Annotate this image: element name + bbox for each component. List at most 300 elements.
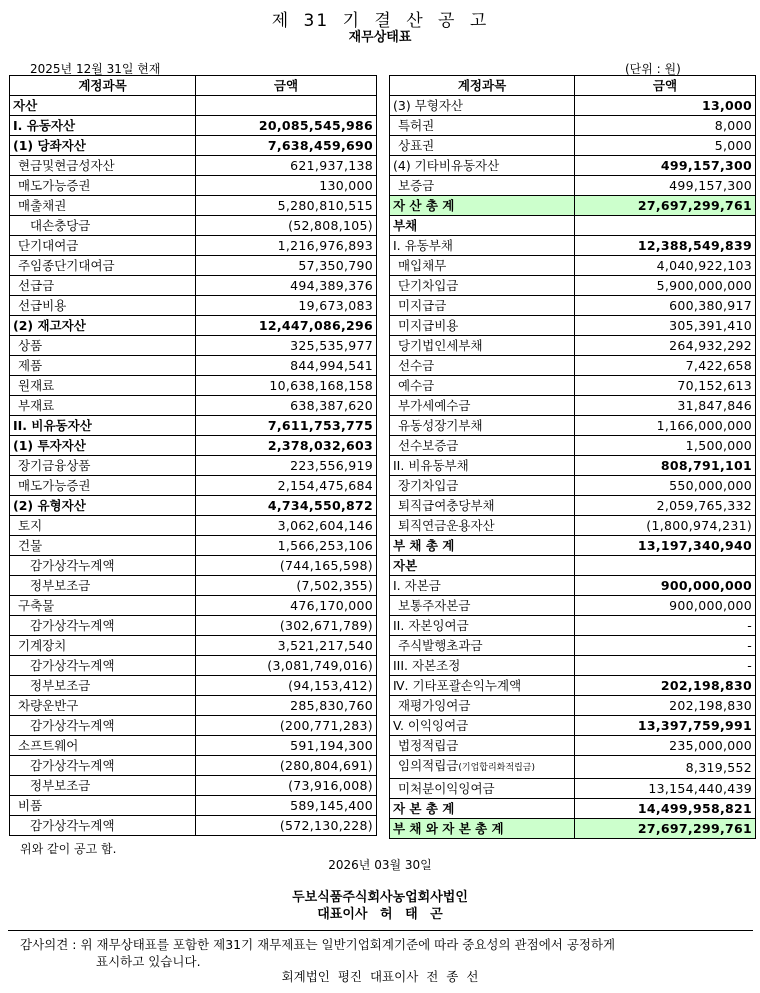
account-name bbox=[10, 456, 196, 476]
account-name bbox=[10, 796, 196, 816]
account-amount: 13,154,440,439 bbox=[575, 779, 756, 799]
table-row bbox=[390, 376, 756, 396]
account-name bbox=[10, 136, 196, 156]
table-row bbox=[10, 696, 377, 716]
account-name bbox=[10, 776, 196, 796]
account-name bbox=[10, 656, 196, 676]
account-name bbox=[10, 356, 196, 376]
account-amount: 7,422,658 bbox=[575, 356, 756, 376]
table-row bbox=[390, 576, 756, 596]
account-amount: 1,500,000 bbox=[575, 436, 756, 456]
account-name bbox=[390, 376, 575, 396]
account-name bbox=[10, 336, 196, 356]
table-row bbox=[390, 736, 756, 756]
table-row bbox=[390, 656, 756, 676]
account-label: 유동성장기부채 bbox=[398, 418, 483, 433]
account-label: 제품 bbox=[18, 358, 43, 373]
account-label: 매도가능증권 bbox=[18, 478, 91, 493]
table-row bbox=[390, 556, 756, 576]
account-label: 자 산 총 계 bbox=[393, 198, 455, 213]
table-row bbox=[10, 296, 377, 316]
statement-title: 재무상태표 bbox=[348, 30, 412, 45]
account-name bbox=[390, 436, 575, 456]
table-row bbox=[10, 116, 377, 136]
account-name bbox=[390, 536, 575, 556]
account-amount: (744,165,598) bbox=[196, 556, 377, 576]
account-amount: (73,916,008) bbox=[196, 776, 377, 796]
account-name bbox=[390, 756, 575, 779]
account-label: 감가상각누계액 bbox=[30, 558, 115, 573]
account-label: 감가상각누계액 bbox=[30, 818, 115, 833]
account-label: (3) 무형자산 bbox=[393, 98, 463, 113]
table-row bbox=[10, 496, 377, 516]
account-amount: 3,521,217,540 bbox=[196, 636, 377, 656]
notice-title: 제 31 기 결 산 공 고 bbox=[271, 11, 489, 31]
account-name bbox=[390, 416, 575, 436]
account-label: 상품 bbox=[18, 338, 43, 353]
account-amount: (302,671,789) bbox=[196, 616, 377, 636]
account-amount: 12,447,086,296 bbox=[196, 316, 377, 336]
account-label: II. 비유동자산 bbox=[13, 418, 92, 433]
account-name bbox=[10, 156, 196, 176]
account-amount: - bbox=[575, 636, 756, 656]
account-amount: 4,040,922,103 bbox=[575, 256, 756, 276]
table-row bbox=[390, 616, 756, 636]
table-row bbox=[10, 376, 377, 396]
table-row bbox=[10, 596, 377, 616]
table-header bbox=[10, 76, 377, 96]
account-name bbox=[390, 116, 575, 136]
table-row bbox=[390, 176, 756, 196]
table-row bbox=[390, 296, 756, 316]
account-amount: 476,170,000 bbox=[196, 596, 377, 616]
account-label: I. 유동부채 bbox=[393, 238, 453, 253]
account-amount: 550,000,000 bbox=[575, 476, 756, 496]
table-row bbox=[10, 516, 377, 536]
table-row bbox=[10, 356, 377, 376]
account-label: 선수금 bbox=[398, 358, 435, 373]
account-name bbox=[390, 296, 575, 316]
account-name bbox=[10, 316, 196, 336]
account-amount: 325,535,977 bbox=[196, 336, 377, 356]
account-label: 상표권 bbox=[398, 138, 435, 153]
account-amount: (1,800,974,231) bbox=[575, 516, 756, 536]
account-label: 미처분이익잉여금 bbox=[398, 781, 495, 796]
account-label: 보통주자본금 bbox=[398, 598, 471, 613]
table-row bbox=[10, 136, 377, 156]
account-label: 재평가잉여금 bbox=[398, 698, 471, 713]
account-label: 선수보증금 bbox=[398, 438, 459, 453]
account-name bbox=[10, 376, 196, 396]
table-row bbox=[10, 276, 377, 296]
account-name bbox=[10, 116, 196, 136]
account-label: 차량운반구 bbox=[18, 698, 79, 713]
table-row bbox=[10, 256, 377, 276]
account-amount: 621,937,138 bbox=[196, 156, 377, 176]
account-label: 부 채 총 계 bbox=[393, 538, 455, 553]
account-amount bbox=[575, 556, 756, 576]
account-name bbox=[10, 516, 196, 536]
account-label: 장기금융상품 bbox=[18, 458, 91, 473]
account-name bbox=[10, 616, 196, 636]
account-name bbox=[390, 799, 575, 819]
account-amount: 5,000 bbox=[575, 136, 756, 156]
account-amount: 10,638,168,158 bbox=[196, 376, 377, 396]
account-name bbox=[390, 156, 575, 176]
account-amount: 600,380,917 bbox=[575, 296, 756, 316]
account-name bbox=[390, 819, 575, 839]
table-row bbox=[10, 176, 377, 196]
account-label: 퇴직급여충당부채 bbox=[398, 498, 495, 513]
account-label: II. 비유동부채 bbox=[393, 458, 469, 473]
account-name bbox=[10, 196, 196, 216]
table-row bbox=[390, 456, 756, 476]
account-amount: 2,378,032,603 bbox=[196, 436, 377, 456]
account-name bbox=[390, 716, 575, 736]
account-label: 자 본 총 계 bbox=[393, 801, 455, 816]
table-row bbox=[10, 436, 377, 456]
account-name bbox=[10, 756, 196, 776]
account-header: 계정과목 bbox=[390, 76, 575, 96]
left-balance-table bbox=[9, 75, 377, 836]
account-amount: 591,194,300 bbox=[196, 736, 377, 756]
account-label: 임의적립금 bbox=[398, 758, 459, 773]
account-name bbox=[390, 496, 575, 516]
account-amount: 19,673,083 bbox=[196, 296, 377, 316]
account-label: 단기대여금 bbox=[18, 238, 79, 253]
account-amount: 900,000,000 bbox=[575, 596, 756, 616]
account-amount: (7,502,355) bbox=[196, 576, 377, 596]
table-row bbox=[10, 156, 377, 176]
table-row bbox=[390, 476, 756, 496]
table-row bbox=[10, 396, 377, 416]
account-amount: 589,145,400 bbox=[196, 796, 377, 816]
table-row bbox=[390, 256, 756, 276]
account-header: 계정과목 bbox=[10, 76, 196, 96]
account-amount: 305,391,410 bbox=[575, 316, 756, 336]
table-row bbox=[390, 596, 756, 616]
account-amount: 27,697,299,761 bbox=[575, 196, 756, 216]
account-name bbox=[390, 196, 575, 216]
account-label: 매도가능증권 bbox=[18, 178, 91, 193]
account-label: 부 채 와 자 본 총 계 bbox=[393, 821, 504, 836]
account-label: (1) 투자자산 bbox=[13, 438, 86, 453]
account-name bbox=[10, 496, 196, 516]
table-row bbox=[10, 336, 377, 356]
account-name bbox=[390, 336, 575, 356]
account-amount: 900,000,000 bbox=[575, 576, 756, 596]
account-amount: 57,350,790 bbox=[196, 256, 377, 276]
right-balance-table bbox=[389, 75, 756, 839]
table-row bbox=[10, 616, 377, 636]
account-amount: 20,085,545,986 bbox=[196, 116, 377, 136]
table-row bbox=[10, 776, 377, 796]
account-name bbox=[390, 616, 575, 636]
account-amount: - bbox=[575, 616, 756, 636]
account-amount: 130,000 bbox=[196, 176, 377, 196]
account-name bbox=[10, 256, 196, 276]
amount-header: 금액 bbox=[575, 76, 756, 96]
table-row bbox=[390, 636, 756, 656]
account-name bbox=[390, 216, 575, 236]
account-amount: 5,280,810,515 bbox=[196, 196, 377, 216]
account-name bbox=[10, 596, 196, 616]
account-label: 매출채권 bbox=[18, 198, 67, 213]
account-amount: 202,198,830 bbox=[575, 676, 756, 696]
account-amount: 1,166,000,000 bbox=[575, 416, 756, 436]
account-name bbox=[10, 696, 196, 716]
account-amount: 1,566,253,106 bbox=[196, 536, 377, 556]
account-label: 부가세예수금 bbox=[398, 398, 471, 413]
table-row bbox=[390, 196, 756, 216]
table-row bbox=[10, 656, 377, 676]
audit-opinion-line2: 표시하고 있습니다. bbox=[96, 954, 201, 969]
table-row bbox=[390, 136, 756, 156]
account-name bbox=[10, 436, 196, 456]
account-label: II. 자본잉여금 bbox=[393, 618, 469, 633]
account-label: 퇴직연금운용자산 bbox=[398, 518, 495, 533]
table-row bbox=[390, 779, 756, 799]
account-label: 원재료 bbox=[18, 378, 55, 393]
account-amount: 499,157,300 bbox=[575, 156, 756, 176]
table-row bbox=[390, 156, 756, 176]
account-label: 감가상각누계액 bbox=[30, 618, 115, 633]
table-row bbox=[390, 396, 756, 416]
account-amount: 3,062,604,146 bbox=[196, 516, 377, 536]
account-name bbox=[390, 516, 575, 536]
account-amount: 638,387,620 bbox=[196, 396, 377, 416]
table-row bbox=[390, 716, 756, 736]
account-name bbox=[390, 136, 575, 156]
table-row bbox=[10, 216, 377, 236]
table-row bbox=[390, 356, 756, 376]
account-name bbox=[10, 676, 196, 696]
table-row bbox=[390, 756, 756, 779]
account-label: 주임종단기대여금 bbox=[18, 258, 115, 273]
account-label: 정부보조금 bbox=[30, 578, 91, 593]
account-label: 미지급금 bbox=[398, 298, 447, 313]
account-label: 대손충당금 bbox=[30, 218, 91, 233]
ceo-name: 대표이사 허 태 곤 bbox=[317, 907, 443, 922]
company-name: 두보식품주식회사농업회사법인 bbox=[292, 890, 468, 905]
table-row bbox=[390, 536, 756, 556]
account-label: 기계장치 bbox=[18, 638, 67, 653]
account-amount: 70,152,613 bbox=[575, 376, 756, 396]
account-name bbox=[10, 396, 196, 416]
signature-date: 2026년 03월 30일 bbox=[328, 858, 432, 872]
account-name bbox=[10, 556, 196, 576]
account-label: 매입채무 bbox=[398, 258, 447, 273]
account-amount: 223,556,919 bbox=[196, 456, 377, 476]
table-row bbox=[10, 316, 377, 336]
account-amount: (52,808,105) bbox=[196, 216, 377, 236]
account-label: 미지급비용 bbox=[398, 318, 459, 333]
account-amount: 8,000 bbox=[575, 116, 756, 136]
table-row bbox=[390, 416, 756, 436]
account-amount: 2,059,765,332 bbox=[575, 496, 756, 516]
account-name bbox=[10, 176, 196, 196]
account-amount: 14,499,958,821 bbox=[575, 799, 756, 819]
table-row bbox=[10, 96, 377, 116]
account-amount: (94,153,412) bbox=[196, 676, 377, 696]
account-name bbox=[390, 316, 575, 336]
account-amount: - bbox=[575, 656, 756, 676]
account-label: 감가상각누계액 bbox=[30, 718, 115, 733]
table-row bbox=[10, 556, 377, 576]
account-name bbox=[10, 736, 196, 756]
account-amount: 13,197,340,940 bbox=[575, 536, 756, 556]
account-label: 자산 bbox=[13, 98, 38, 113]
account-amount: 4,734,550,872 bbox=[196, 496, 377, 516]
account-label: 주식발행초과금 bbox=[398, 638, 483, 653]
table-row bbox=[10, 676, 377, 696]
account-label: 토지 bbox=[18, 518, 43, 533]
account-label: 건물 bbox=[18, 538, 43, 553]
table-row bbox=[10, 196, 377, 216]
table-row bbox=[390, 96, 756, 116]
account-amount: 808,791,101 bbox=[575, 456, 756, 476]
account-amount: 499,157,300 bbox=[575, 176, 756, 196]
table-row bbox=[10, 236, 377, 256]
account-name bbox=[390, 256, 575, 276]
divider bbox=[8, 930, 753, 931]
account-amount bbox=[575, 216, 756, 236]
account-name bbox=[390, 596, 575, 616]
account-amount bbox=[196, 96, 377, 116]
table-row bbox=[10, 416, 377, 436]
account-amount: 12,388,549,839 bbox=[575, 236, 756, 256]
account-name bbox=[390, 656, 575, 676]
audit-opinion-line1: 감사의견 : 위 재무상태표를 포함한 제31기 재무제표는 일반기업회계기준에 따라 중요성의 관점에서 공정하게 bbox=[20, 937, 616, 952]
amount-header: 금액 bbox=[196, 76, 377, 96]
account-label: 선급비용 bbox=[18, 298, 67, 313]
table-row bbox=[390, 696, 756, 716]
account-amount: 7,638,459,690 bbox=[196, 136, 377, 156]
account-name bbox=[390, 676, 575, 696]
account-amount: 264,932,292 bbox=[575, 336, 756, 356]
table-row bbox=[390, 516, 756, 536]
account-name bbox=[10, 816, 196, 836]
account-name bbox=[390, 276, 575, 296]
account-label: 정부보조금 bbox=[30, 678, 91, 693]
account-name bbox=[10, 636, 196, 656]
account-amount: 7,611,753,775 bbox=[196, 416, 377, 436]
account-label: 소프트웨어 bbox=[18, 738, 79, 753]
account-name bbox=[390, 396, 575, 416]
account-label: 부채 bbox=[393, 218, 418, 233]
account-label: 부재료 bbox=[18, 398, 55, 413]
account-label: 정부보조금 bbox=[30, 778, 91, 793]
account-label: III. 자본조정 bbox=[393, 658, 461, 673]
account-amount: (280,804,691) bbox=[196, 756, 377, 776]
account-label: 예수금 bbox=[398, 378, 435, 393]
account-label: (2) 재고자산 bbox=[13, 318, 86, 333]
account-name bbox=[10, 576, 196, 596]
account-name bbox=[390, 236, 575, 256]
account-label: 비품 bbox=[18, 798, 43, 813]
table-row bbox=[390, 336, 756, 356]
account-amount: (572,130,228) bbox=[196, 816, 377, 836]
account-amount: 844,994,541 bbox=[196, 356, 377, 376]
table-row bbox=[390, 799, 756, 819]
account-sublabel: (기업합리화적립금) bbox=[458, 763, 535, 773]
account-amount: 494,389,376 bbox=[196, 276, 377, 296]
account-name bbox=[10, 476, 196, 496]
account-name bbox=[390, 736, 575, 756]
table-row bbox=[390, 436, 756, 456]
account-label: (4) 기타비유동자산 bbox=[393, 158, 500, 173]
account-name bbox=[10, 96, 196, 116]
table-row bbox=[10, 816, 377, 836]
account-amount: 13,000 bbox=[575, 96, 756, 116]
table-row bbox=[10, 716, 377, 736]
account-label: 장기차입금 bbox=[398, 478, 459, 493]
account-name bbox=[390, 96, 575, 116]
auditor-name: 회계법인 평진 대표이사 전 종 선 bbox=[281, 969, 479, 984]
account-label: 단기차입금 bbox=[398, 278, 459, 293]
account-label: 현금및현금성자산 bbox=[18, 158, 115, 173]
account-name bbox=[390, 779, 575, 799]
table-row bbox=[390, 116, 756, 136]
table-row bbox=[10, 736, 377, 756]
account-amount: 285,830,760 bbox=[196, 696, 377, 716]
account-label: Ⅳ. 기타포괄손익누계액 bbox=[393, 678, 522, 693]
account-amount: 1,216,976,893 bbox=[196, 236, 377, 256]
account-name bbox=[390, 556, 575, 576]
table-row bbox=[390, 236, 756, 256]
table-row bbox=[390, 316, 756, 336]
account-name bbox=[390, 636, 575, 656]
table-row bbox=[10, 796, 377, 816]
account-name bbox=[10, 236, 196, 256]
table-header bbox=[390, 76, 756, 96]
account-amount: 235,000,000 bbox=[575, 736, 756, 756]
account-label: (1) 당좌자산 bbox=[13, 138, 86, 153]
table-row bbox=[390, 819, 756, 839]
account-amount: (200,771,283) bbox=[196, 716, 377, 736]
account-label: 구축물 bbox=[18, 598, 55, 613]
account-label: 자본 bbox=[393, 558, 418, 573]
account-name bbox=[390, 476, 575, 496]
report-date: 2025년 12월 31일 현재 bbox=[30, 62, 161, 76]
account-label: 보증금 bbox=[398, 178, 435, 193]
account-label: 특허권 bbox=[398, 118, 435, 133]
account-name bbox=[10, 416, 196, 436]
table-row bbox=[10, 576, 377, 596]
notice-note: 위와 같이 공고 함. bbox=[20, 842, 117, 856]
account-label: I. 유동자산 bbox=[13, 118, 76, 133]
table-row bbox=[10, 756, 377, 776]
table-row bbox=[390, 216, 756, 236]
unit-label: (단위 : 원) bbox=[625, 62, 681, 76]
account-amount: (3,081,749,016) bbox=[196, 656, 377, 676]
table-row bbox=[10, 536, 377, 556]
account-amount: 31,847,846 bbox=[575, 396, 756, 416]
account-label: 법정적립금 bbox=[398, 738, 459, 753]
account-amount: 13,397,759,991 bbox=[575, 716, 756, 736]
account-amount: 2,154,475,684 bbox=[196, 476, 377, 496]
table-row bbox=[390, 276, 756, 296]
account-amount: 202,198,830 bbox=[575, 696, 756, 716]
account-name bbox=[10, 276, 196, 296]
account-label: (2) 유형자산 bbox=[13, 498, 86, 513]
account-name bbox=[390, 456, 575, 476]
account-name bbox=[390, 176, 575, 196]
account-label: 감가상각누계액 bbox=[30, 758, 115, 773]
account-label: V. 이익잉여금 bbox=[393, 718, 469, 733]
table-row bbox=[390, 676, 756, 696]
account-label: 당기법인세부채 bbox=[398, 338, 483, 353]
